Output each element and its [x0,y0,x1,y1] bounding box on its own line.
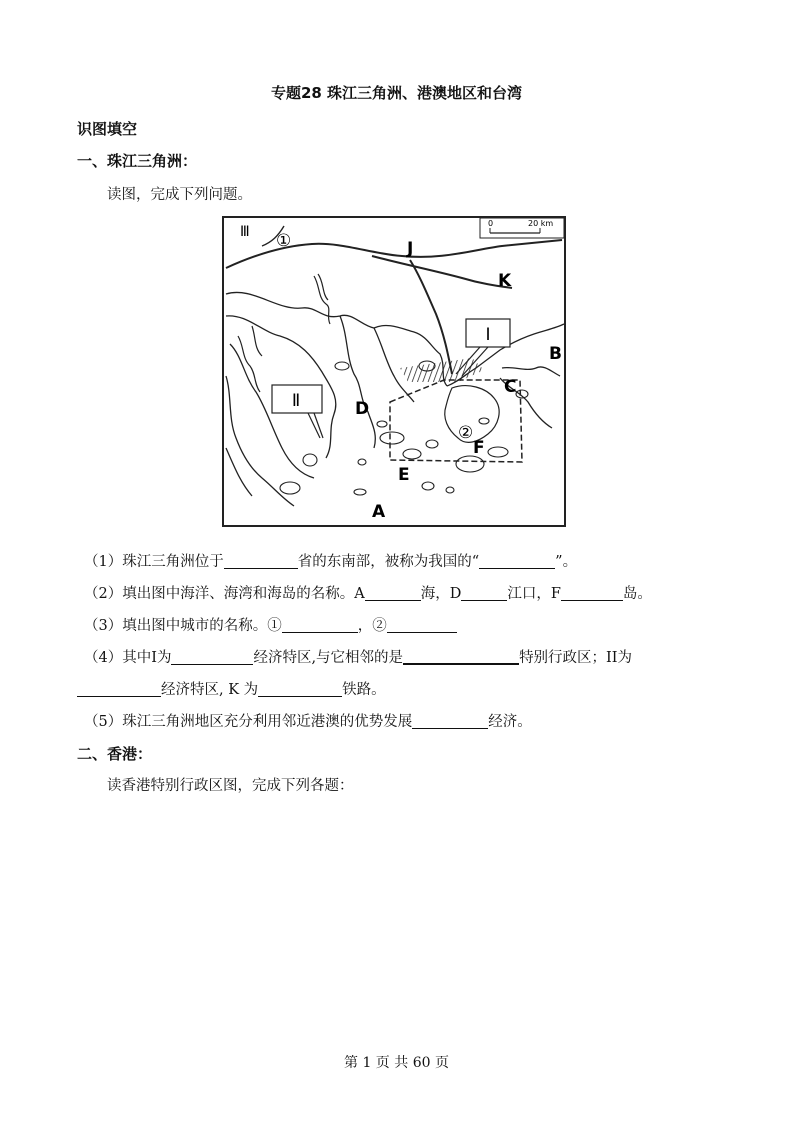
label-roman-2: Ⅱ [291,391,301,411]
question-1: （1）珠江三角洲位于 省的东南部，被称为我国的“ ”。 [84,554,578,570]
answer-blank[interactable] [282,617,358,633]
label-circle-2: ② [458,423,474,443]
answer-blank[interactable] [479,553,555,569]
label-k: K [498,271,512,291]
section1-heading: 一、珠江三角洲： [77,152,198,170]
scale-zero: 0 [488,219,494,228]
page-footer: 第 1 页 共 60 页 [344,1055,449,1071]
answer-blank[interactable] [461,585,507,601]
answer-blank[interactable] [171,649,253,665]
scale-text: 20 km [528,219,554,228]
label-circle-1: ① [276,231,292,251]
question-3: （3）填出图中城市的名称。① ，② [84,614,457,635]
answer-blank[interactable] [77,681,161,697]
question-2: （2）填出图中海洋、海湾和海岛的名称。A 海，D 江口，F 岛。 [84,586,652,602]
label-j: J [407,239,414,259]
section2-intro: 读香港特别行政区图，完成下列各题： [107,778,354,794]
section-main-heading: 识图填空 [77,120,138,138]
label-roman-3: Ⅲ [240,224,250,240]
scale-bar [480,218,564,238]
answer-blank[interactable] [412,713,488,729]
answer-blank[interactable] [561,585,623,601]
answer-blank[interactable] [387,617,457,633]
answer-blank[interactable] [365,585,421,601]
section2-heading: 二、香港： [77,745,153,763]
label-d: D [355,399,370,419]
answer-blank[interactable] [403,648,519,665]
pearl-river-delta-map [222,216,567,528]
label-a: A [372,502,386,522]
answer-blank[interactable] [258,681,342,697]
label-roman-1: I [485,325,491,345]
label-c: C [504,377,517,397]
label-b: B [549,344,562,364]
question-5: （5）珠江三角洲地区充分利用邻近港澳的优势发展 经济。 [84,714,532,730]
label-f: F [473,438,485,458]
section1-intro: 读图，完成下列问题。 [107,187,252,203]
map-frame [223,217,565,526]
question-4-line-2: 经济特区, K 为 铁路。 [77,678,386,699]
question-4-line-1: （4）其中I为 经济特区,与它相邻的是 特别行政区；II为 [84,650,633,666]
label-e: E [398,465,410,485]
page-title: 专题28 珠江三角洲、港澳地区和台湾 [270,84,523,102]
answer-blank[interactable] [224,553,298,569]
